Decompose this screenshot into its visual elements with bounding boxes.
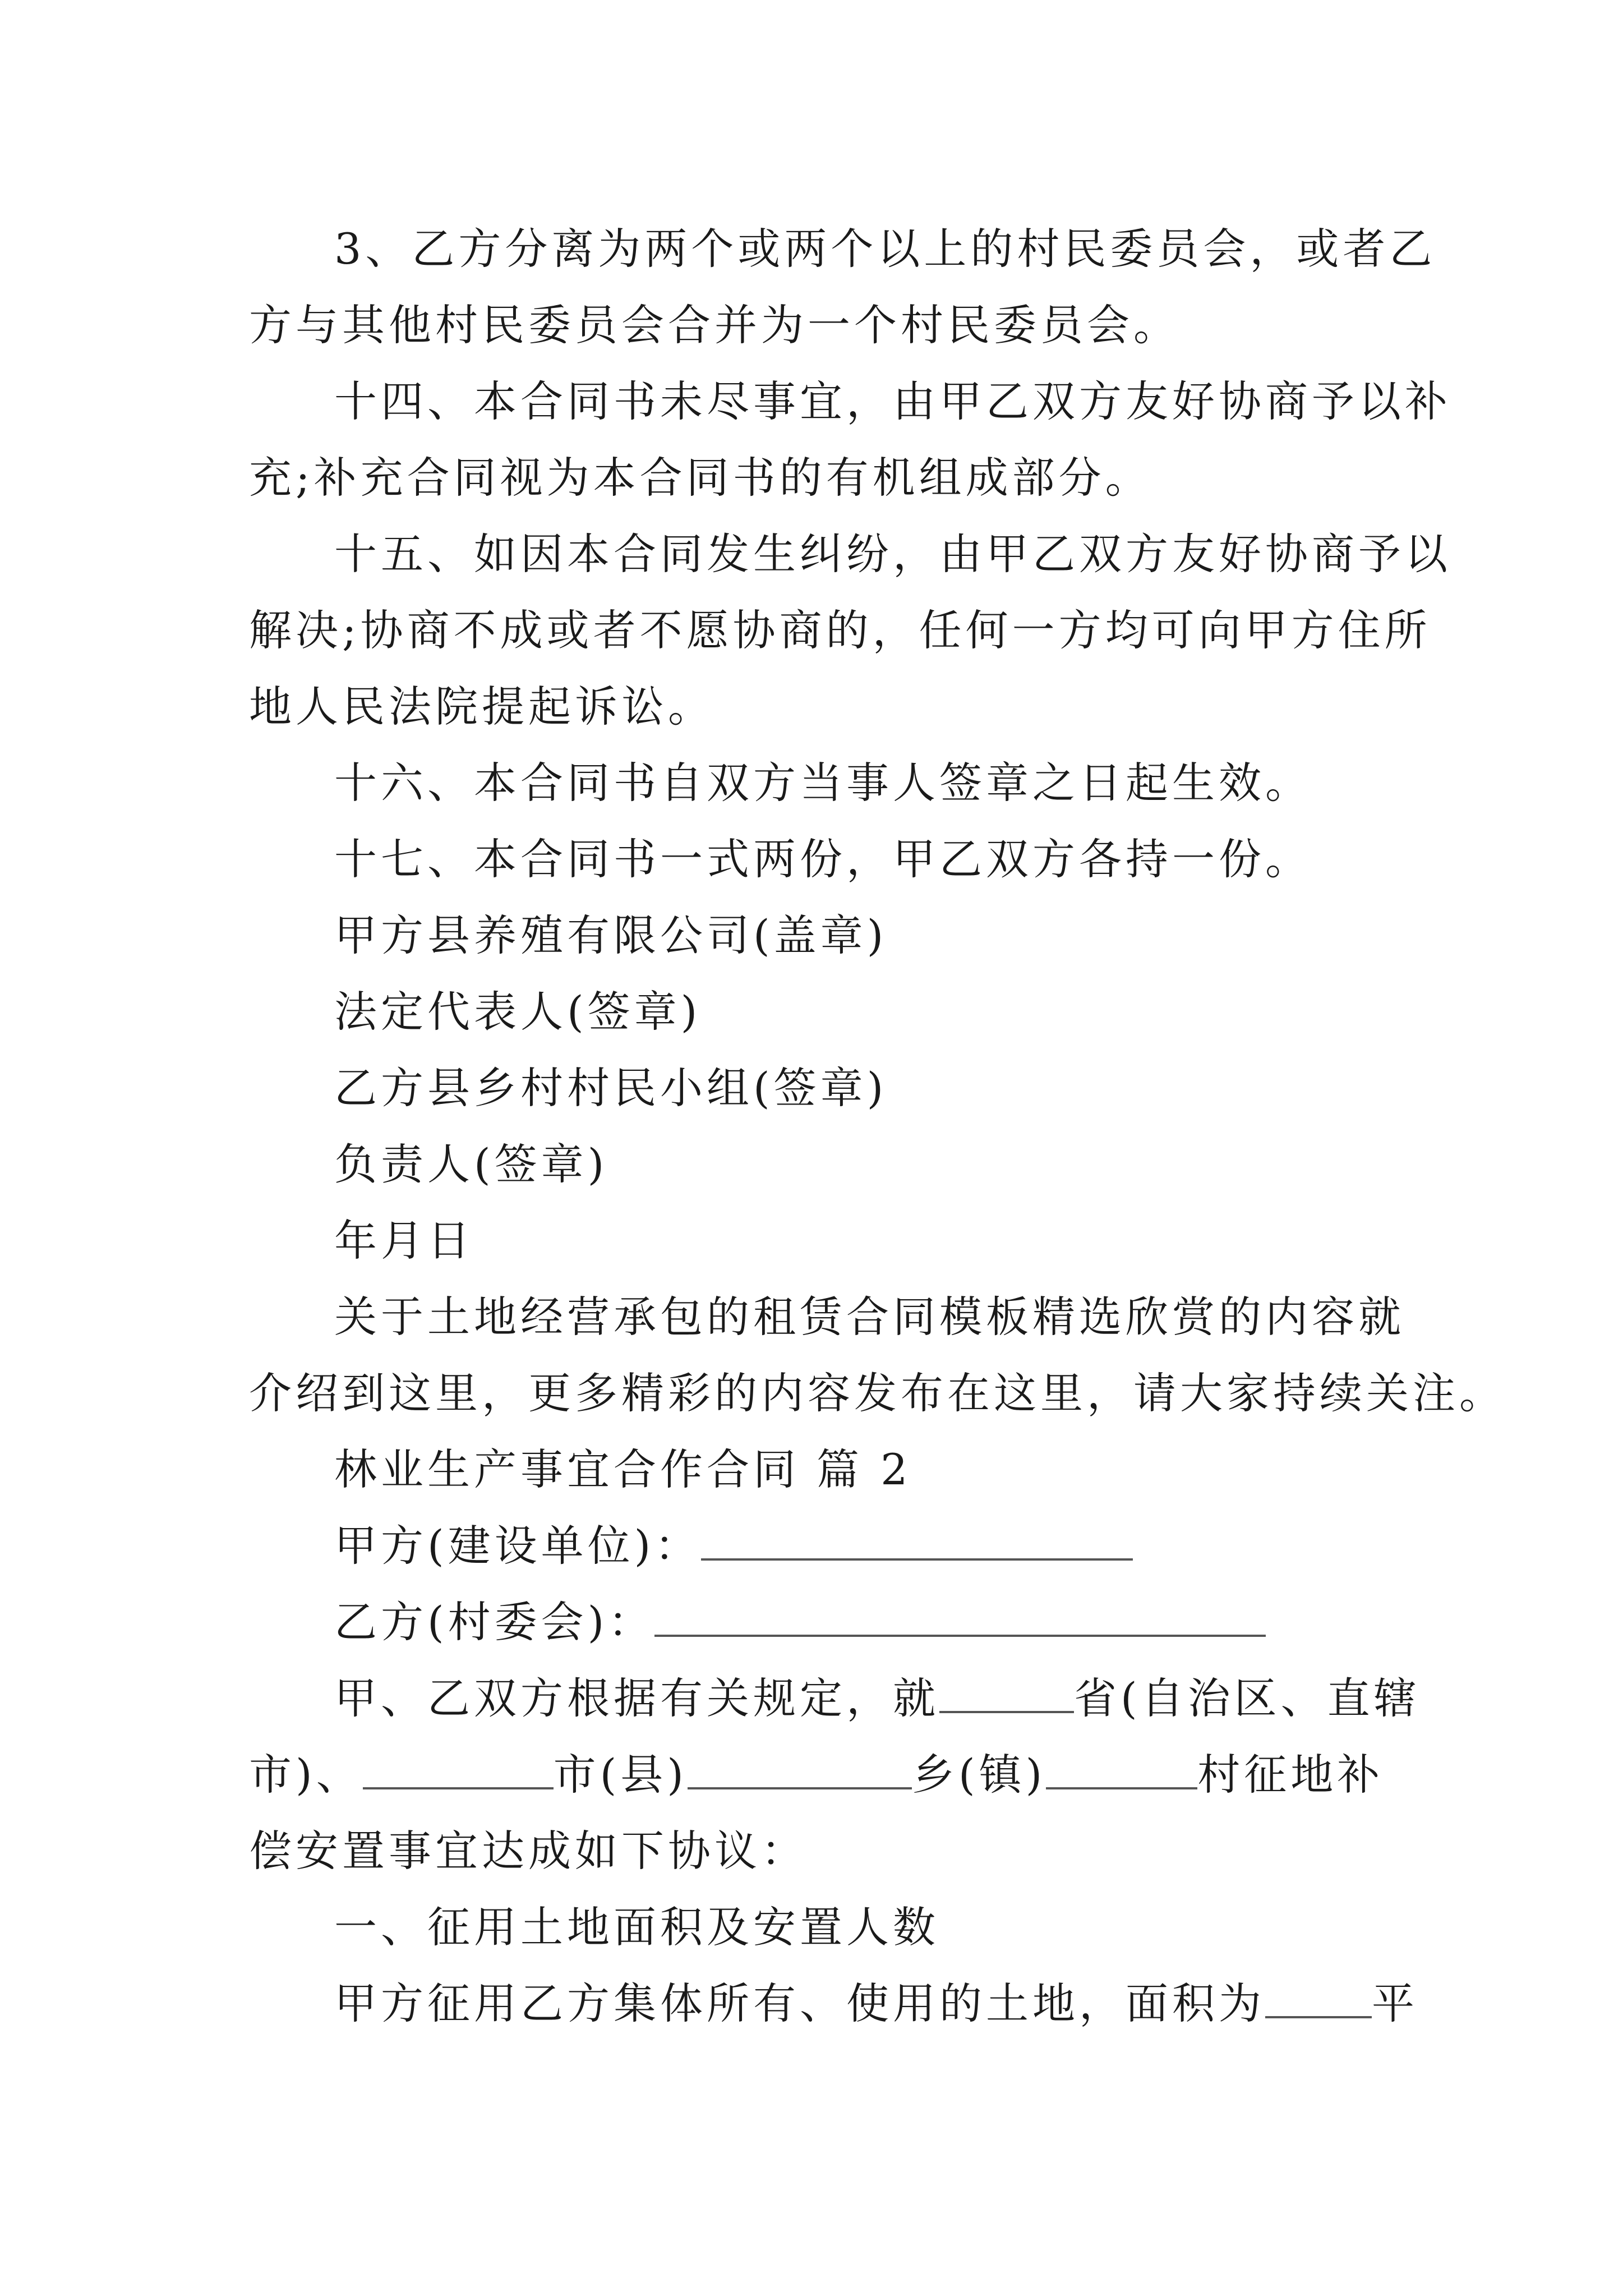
document-body xyxy=(249,211,1506,2042)
party-b-label: 乙方(村委会)： xyxy=(334,1597,655,1647)
clause-15-line-3: 地人民法院提起诉讼。 xyxy=(249,682,714,731)
agreement-text-1b: 省(自治区、直辖 xyxy=(1074,1673,1421,1723)
clause-17: 十七、本合同书一式两份，甲乙双方各持一份。 xyxy=(334,834,1312,884)
county-blank xyxy=(688,1752,912,1789)
city-blank xyxy=(363,1752,554,1789)
clause-16: 十六、本合同书自双方当事人签章之日起生效。 xyxy=(334,758,1312,808)
article-1-text-a: 甲方征用乙方集体所有、使用的土地，面积为 xyxy=(334,1978,1265,2028)
section-title: 林业生产事宜合作合同 xyxy=(334,1444,800,1494)
signature-legal-representative: 法定代表人(签章) xyxy=(334,987,702,1037)
agreement-text-2b: 市(县) xyxy=(553,1750,688,1800)
section-number: 篇 2 xyxy=(817,1444,912,1494)
party-a-line xyxy=(334,1508,1374,1584)
section-heading xyxy=(334,1432,1374,1508)
signature-date: 年月日 xyxy=(334,1216,474,1266)
province-blank xyxy=(939,1676,1074,1713)
agreement-line-2 xyxy=(249,1737,1384,1813)
party-b-line xyxy=(334,1584,1374,1660)
agreement-line-3: 偿安置事宜达成如下协议： xyxy=(249,1826,808,1876)
article-1-line-1 xyxy=(334,1966,1418,2042)
signature-responsible-person: 负责人(签章) xyxy=(334,1139,608,1189)
agreement-text-2c: 乡(镇) xyxy=(911,1750,1046,1800)
closing-note-line-1: 关于土地经营承包的租赁合同模板精选欣赏的内容就 xyxy=(334,1292,1405,1342)
agreement-line-1 xyxy=(334,1660,1421,1737)
signature-party-b: 乙方县乡村村民小组(签章) xyxy=(334,1063,888,1113)
area-blank xyxy=(1265,1981,1372,2018)
party-a-label: 甲方(建设单位)： xyxy=(334,1521,702,1571)
party-b-blank xyxy=(654,1600,1266,1637)
article-1-text-b: 平 xyxy=(1372,1978,1418,2028)
clause-3-line-2: 方与其他村民委员会合并为一个村民委员会。 xyxy=(249,300,1180,350)
clause-15-line-1: 十五、如因本合同发生纠纷，由甲乙双方友好协商予以 xyxy=(334,529,1451,579)
closing-note-line-2: 介绍到这里，更多精彩的内容发布在这里，请大家持续关注。 xyxy=(249,1368,1506,1418)
clause-14-line-1: 十四、本合同书未尽事宜，由甲乙双方友好协商予以补 xyxy=(334,376,1451,426)
agreement-text-1a: 甲、乙双方根据有关规定，就 xyxy=(334,1673,939,1723)
party-a-blank xyxy=(701,1524,1133,1561)
clause-15-line-2: 解决;协商不成或者不愿协商的，任何一方均可向甲方住所 xyxy=(249,605,1431,655)
township-blank xyxy=(1046,1752,1197,1789)
clause-3-line-1: 3、乙方分离为两个或两个以上的村民委员会，或者乙 xyxy=(334,224,1436,274)
clause-14-line-2: 充;补充合同视为本合同书的有机组成部分。 xyxy=(249,453,1152,503)
signature-party-a: 甲方县养殖有限公司(盖章) xyxy=(334,910,888,960)
article-1-heading: 一、征用土地面积及安置人数 xyxy=(334,1902,939,1952)
agreement-text-2a: 市)、 xyxy=(249,1750,363,1800)
agreement-text-2d: 村征地补 xyxy=(1197,1750,1384,1800)
